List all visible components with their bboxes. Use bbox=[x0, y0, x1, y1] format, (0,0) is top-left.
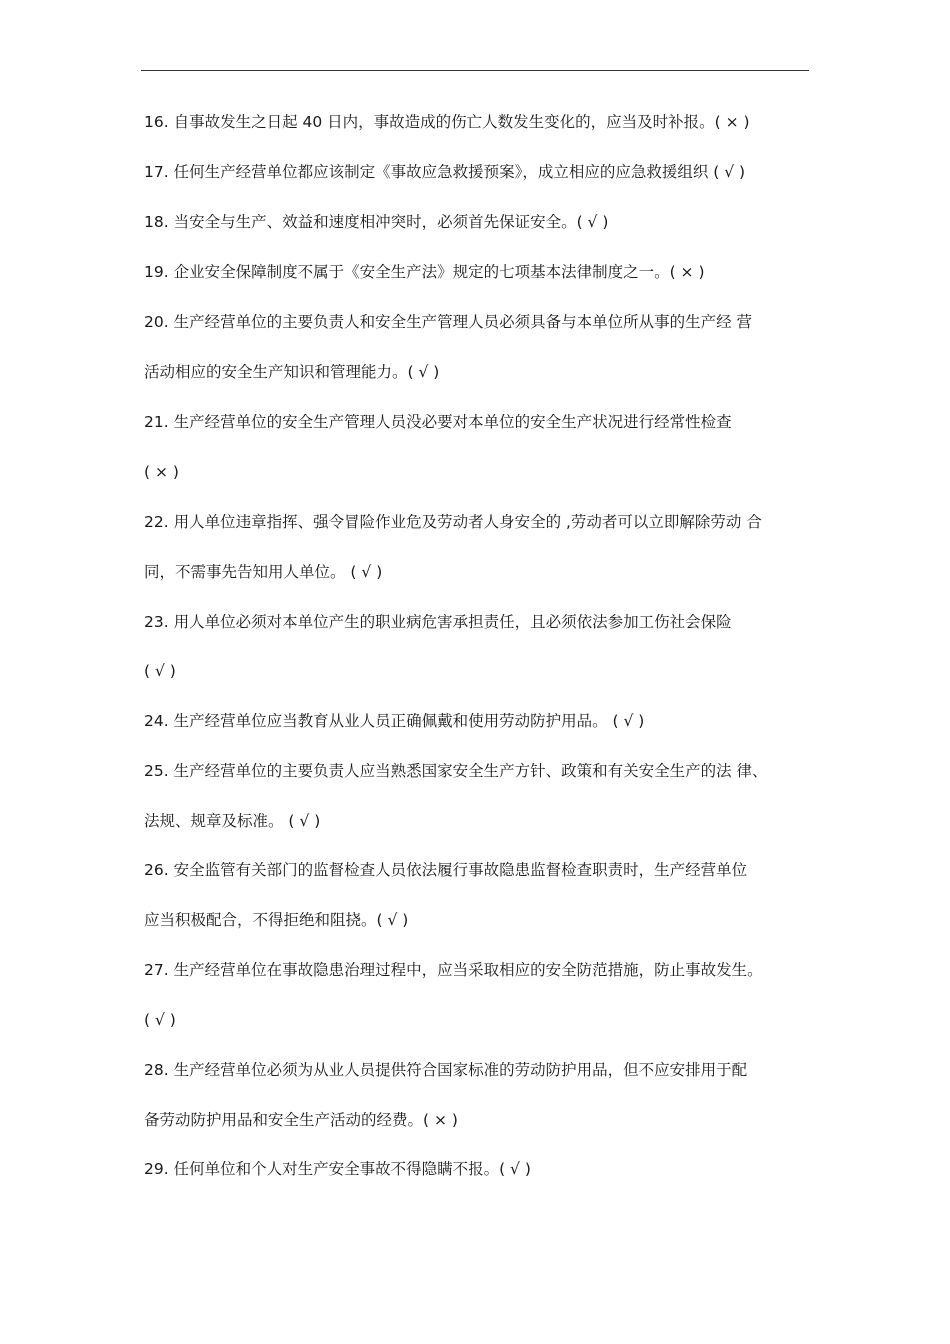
text-line: 23. 用人单位必须对本单位产生的职业病危害承担责任，且必须依法参加工伤社会保险 bbox=[144, 613, 732, 631]
text-line: 法规、规章及标准。 ( √ ) bbox=[144, 812, 321, 830]
text-line: 16. 自事故发生之日起 40 日内，事故造成的伤亡人数发生变化的，应当及时补报。( × ) bbox=[144, 113, 750, 131]
text-line: 17. 任何生产经营单位都应该制定《事故应急救援预案》，成立相应的应急救援组织 ( √ ) bbox=[144, 163, 746, 181]
header-rule bbox=[141, 70, 809, 71]
text-line: 29. 任何单位和个人对生产安全事故不得隐瞒不报。( √ ) bbox=[144, 1160, 531, 1178]
text-line: 26. 安全监管有关部门的监督检查人员依法履行事故隐患监督检查职责时，生产经营单位 bbox=[144, 861, 748, 879]
text-line: 同，不需事先告知用人单位。 ( √ ) bbox=[144, 563, 383, 581]
text-line: 应当积极配合，不得拒绝和阻挠。( √ ) bbox=[144, 911, 409, 929]
text-line: 19. 企业安全保障制度不属于《安全生产法》规定的七项基本法律制度之一。( × ) bbox=[144, 263, 705, 281]
text-line: ( √ ) bbox=[144, 1011, 176, 1029]
text-line: 22. 用人单位违章指挥、强令冒险作业危及劳动者人身安全的 ,劳动者可以立即解除劳动 合 bbox=[144, 513, 762, 531]
text-line: 28. 生产经营单位必须为从业人员提供符合国家标准的劳动防护用品，但不应安排用于配 bbox=[144, 1061, 748, 1079]
text-line: ( × ) bbox=[144, 463, 179, 481]
text-line: 27. 生产经营单位在事故隐患治理过程中，应当采取相应的安全防范措施，防止事故发生。 bbox=[144, 961, 763, 979]
text-line: 24. 生产经营单位应当教育从业人员正确佩戴和使用劳动防护用品。 ( √ ) bbox=[144, 712, 645, 730]
text-line: 25. 生产经营单位的主要负责人应当熟悉国家安全生产方针、政策和有关安全生产的法 律、 bbox=[144, 762, 768, 780]
text-line: ( √ ) bbox=[144, 662, 176, 680]
text-line: 21. 生产经营单位的安全生产管理人员没必要对本单位的安全生产状况进行经常性检查 bbox=[144, 413, 732, 431]
text-line: 活动相应的安全生产知识和管理能力。( √ ) bbox=[144, 363, 440, 381]
text-line: 20. 生产经营单位的主要负责人和安全生产管理人员必须具备与本单位所从事的生产经 营 bbox=[144, 313, 753, 331]
text-line: 18. 当安全与生产、效益和速度相冲突时，必须首先保证安全。( √ ) bbox=[144, 213, 609, 231]
text-line: 备劳动防护用品和安全生产活动的经费。( × ) bbox=[144, 1111, 458, 1129]
